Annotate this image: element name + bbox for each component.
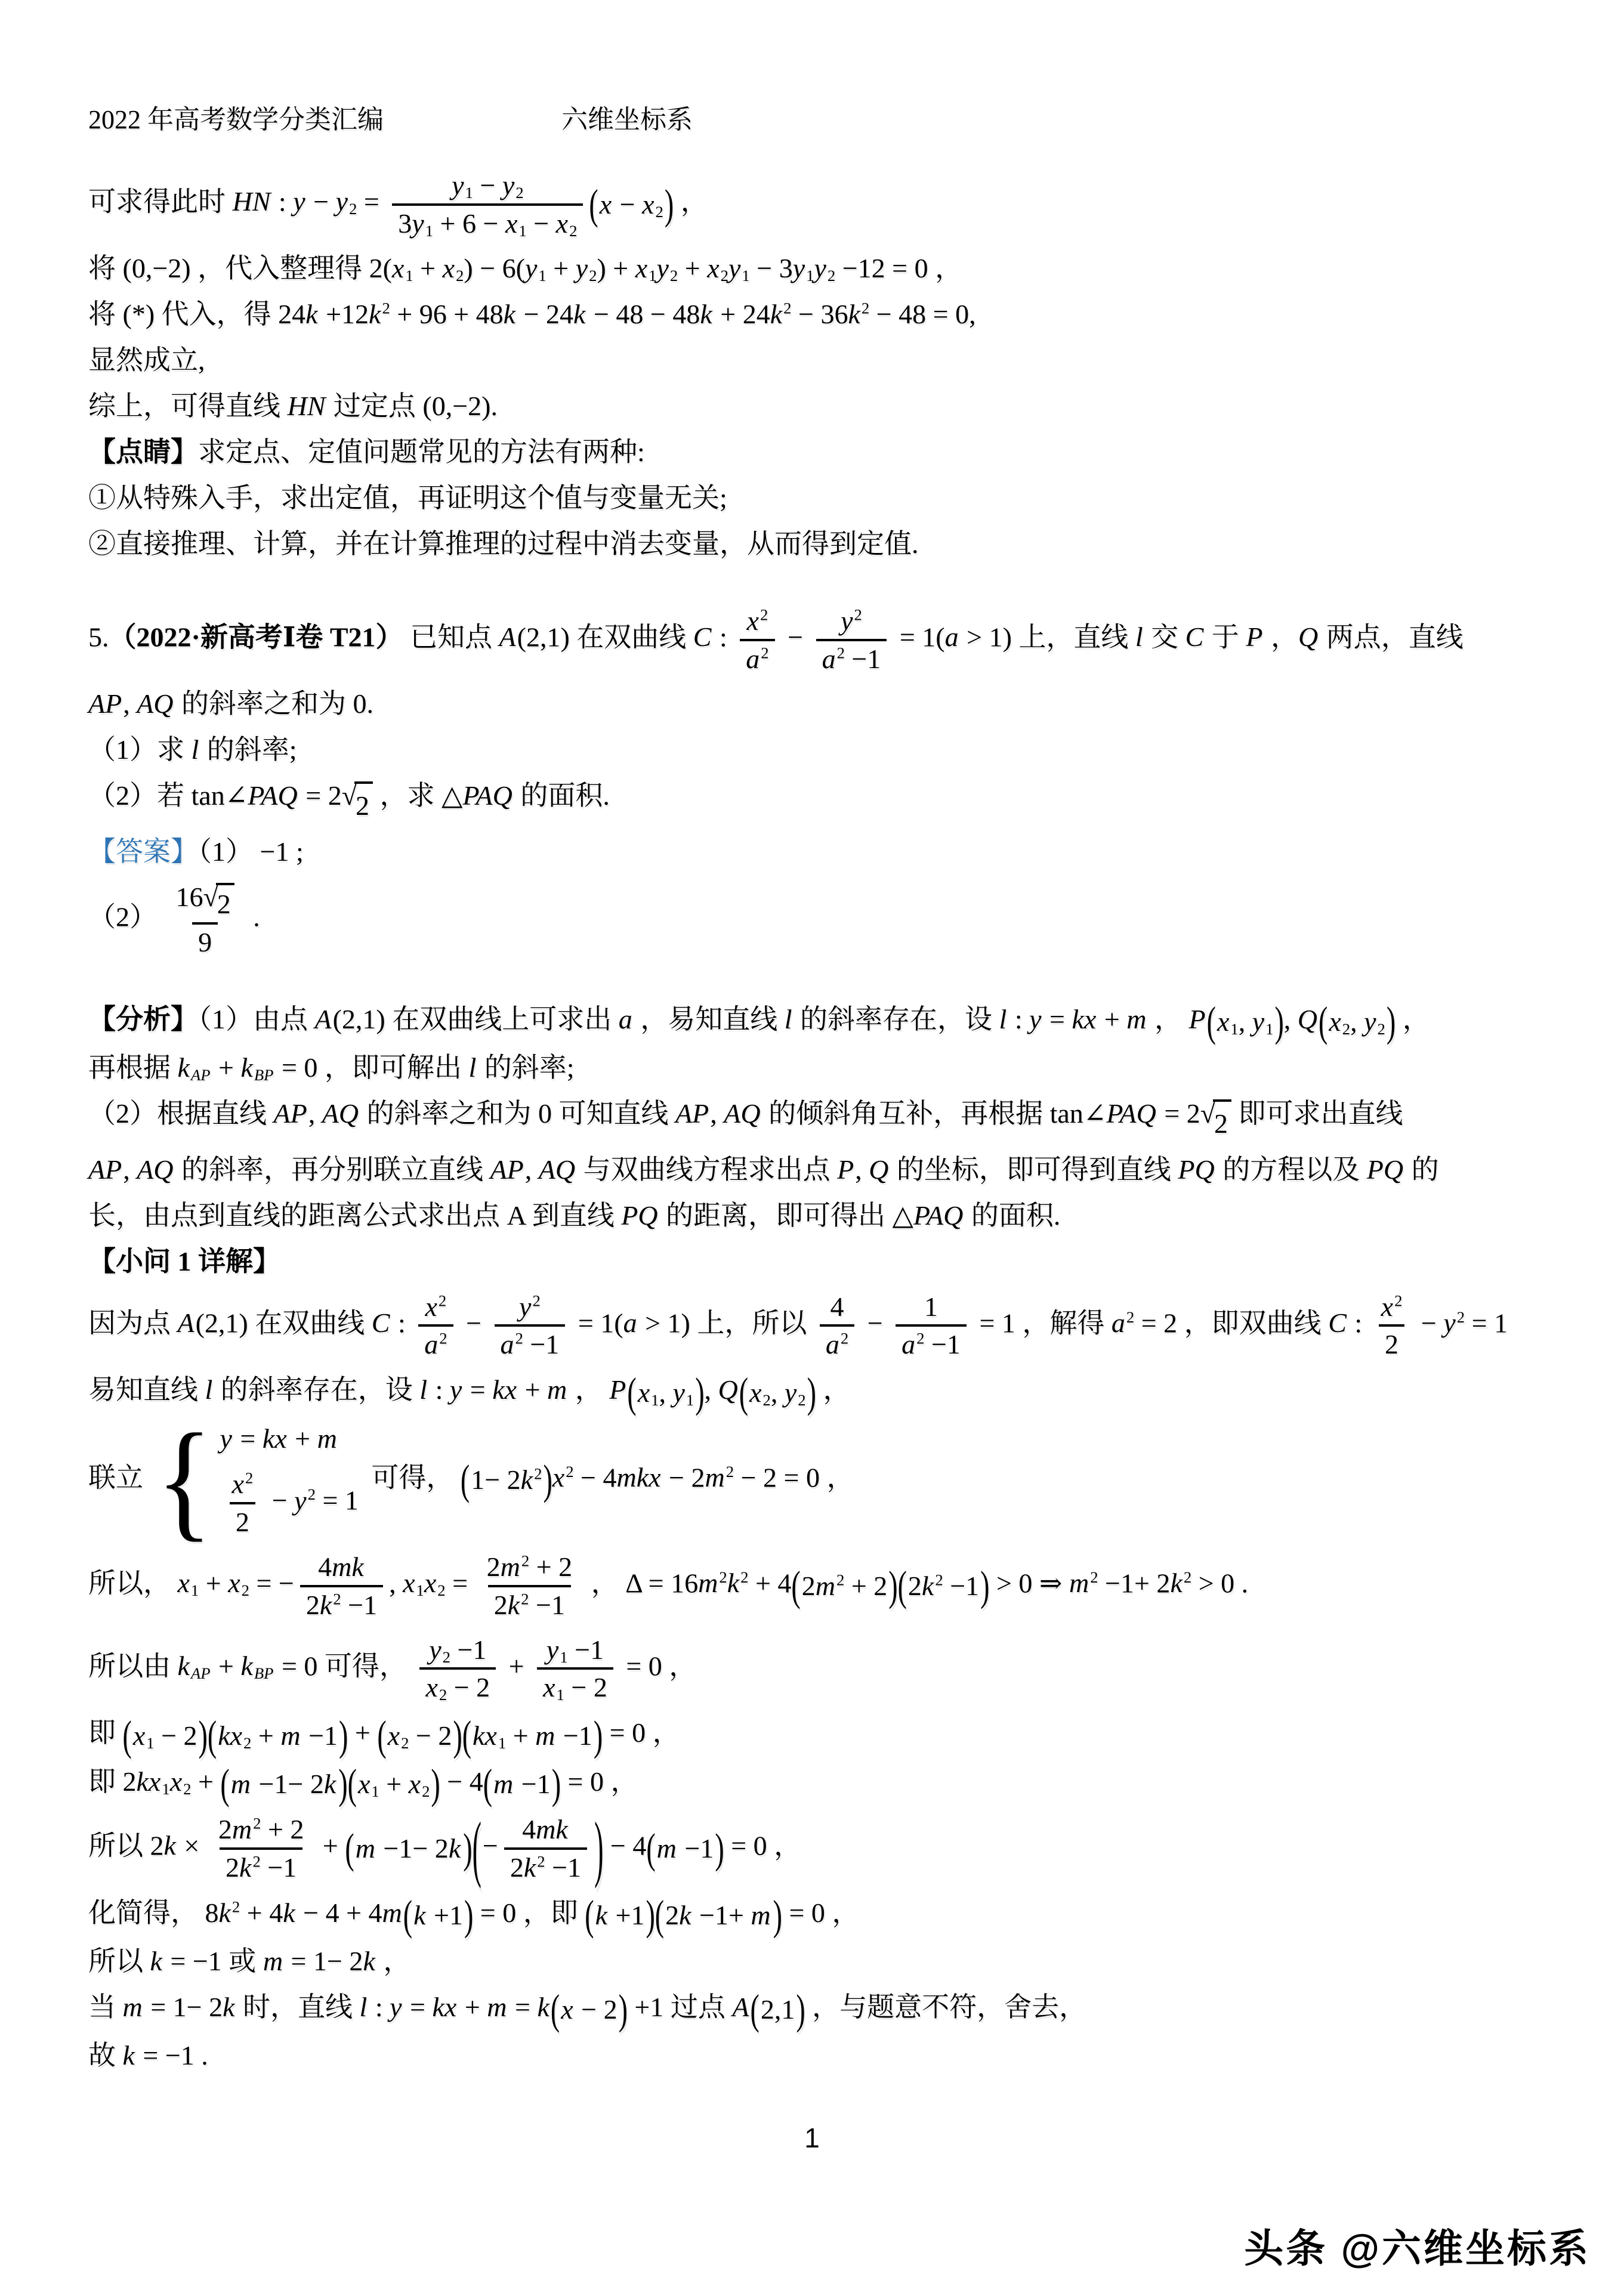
blank-1: [88, 569, 1535, 597]
line-k-or-m: 所以 k = −1 或 m = 1− 2k ，: [88, 1945, 411, 1976]
line-expand-1: 即 ( x1 − 2 ) ( kx2 + m −1 ) + ( x2 − 2 ) ( kx1 + m −1 ) = 0 ，: [88, 1711, 680, 1759]
line-analysis-2: 再根据 kAP + kBP = 0 ，即可解出 l 的斜率;: [88, 1052, 575, 1084]
page-footer: [0, 2122, 1624, 2154]
page-header: [88, 100, 1535, 140]
line-substitute-vieta: 所以 2k × $\frac{2m^2 + 2}{2k^2 -1}$ + ( m −1− 2k ) ( − $\frac{4mk}{2k^2 -1}$ ) − 4 ( m −1 ) = 0 ，: [88, 1806, 802, 1889]
line-conclusion-hn: 综上，可得直线 HN 过定点 (0,−2).: [88, 391, 498, 422]
line-simultaneous-system: 联立 { y = kx + m $\frac{x^2}{2}$ − $y^2 = 1$ 可得， ( $1- 2k^2$ ) $x^2 - 4mkx - 2m^2 - 2 = 0$ ，: [88, 1407, 854, 1553]
line-analysis-3: （2）根据直线 AP, AQ 的斜率之和为 0 可知直线 AP, AQ 的倾斜角互补，再根据 tan∠PAQ = 2 √ 2 即可求出直线: [88, 1093, 1535, 1145]
line-problem-5-wrap: AP, AQ 的斜率之和为 0.: [88, 688, 374, 719]
line-vieta: 所以， x1 + x2 = − $\frac{4mk}{2k^2 -1}$ , x1x2 = $\frac{2m^2 + 2}{2k^2 -1}$ ， $\Delta = 16m^2k^2 + 4$ ( $2m^2 + 2$ ) ( $2k^2 -1$ ) > 0 ⇒ $m^2 -1+ 2k^2 > 0$ .: [88, 1547, 1535, 1626]
line-dianjing-note: 【点睛】求定点、定值问题常见的方法有两种:: [88, 437, 645, 468]
header-right-title: 六维坐标系: [561, 105, 693, 134]
line-answer-2: （2） 16 √ 2 9 .: [88, 877, 1535, 963]
line-analysis-4: AP, AQ 的斜率，再分别联立直线 AP, AQ 与双曲线方程求出点 P, Q 的坐标，即可得到直线 PQ 的方程以及 PQ 的: [88, 1154, 1439, 1185]
line-substitute-star: 将 (*) 代入，得 $24k +12k^2 + 96 + 48k - 24k - 48 - 48k + 24k^2 - 36k^2 - 48 = 0$,: [88, 299, 976, 330]
line-reject-m: 当 m = 1− 2k 时，直线 l : y = kx + m = k ( x − 2 ) +1 过点 A ( 2,1 ) ，与题意不符，舍去，: [88, 1986, 1087, 2034]
line-substitute-point: 将 (0,−2) ，代入整理得 2(x1 + x2) − 6(y1 + y2) + x1y2 + x2y1 − 3y1y2 −12 = 0 ，: [88, 253, 963, 285]
line-expand-2: 即 2kx1x2 + ( m −1− 2k ) ( x1 + x2 ) − 4 ( m −1 ) = 0 ，: [88, 1760, 638, 1807]
header-left-title: 2022 年高考数学分类汇编: [88, 105, 384, 134]
line-simplify: 化简得， $8k^2 + 4k - 4 + 4m$ ( k +1 ) = 0 ，即 ( k +1 ) ( 2k −1+ m ) = 0 ，: [88, 1891, 860, 1939]
line-slope-sum-zero: 所以由 kAP + kBP = 0 可得， $\frac{y2 -1}{x2 - 2}$ + $\frac{y1 -1}{x1 - 2}$ = 0 ，: [88, 1630, 1535, 1708]
line-method-2: ②直接推理、计算，并在计算推理的过程中消去变量，从而得到定值.: [88, 528, 919, 559]
line-setup-line-l: 易知直线 l 的斜率存在，设 l : y = kx + m ， P ( x1, y1 ) , Q ( x2, y2 ) ，: [88, 1368, 851, 1416]
page-number: 1: [804, 2122, 820, 2153]
line-method-1: ①从特殊入手，求出定值，再证明这个值与变量无关;: [88, 483, 727, 513]
watermark: 头条 @六维坐标系: [1244, 2226, 1591, 2270]
blank-2: [88, 967, 1535, 994]
line-final-k: 故 k = −1 .: [88, 2040, 208, 2071]
line-question-2: （2）若 tan∠PAQ = 2 √ 2 ，求 △PAQ 的面积.: [88, 775, 1535, 827]
line-detail-1-label: 【小问 1 详解】: [88, 1246, 280, 1277]
line-solve-a: 因为点 A(2,1) 在双曲线 C : $\frac{x^2}{a^2}$ − $\frac{y^2}{a^2 -1}$ = 1(a > 1) 上，所以 $\frac{4}{a^2}$ − $\frac{1}{a^2 -1}$ = 1 ，解得 $a^2 = 2$ ，即双曲线 C : $\frac{x^2}{2}$ − $y^2 = 1$: [88, 1287, 1535, 1365]
document-body: [88, 165, 1535, 2076]
line-answer-1: 【答案】（1） −1 ;: [88, 836, 304, 867]
line-question-1: （1）求 l 的斜率;: [88, 734, 297, 765]
line-obviously-holds: 显然成立,: [88, 345, 205, 376]
line-analysis-5: 长，由点到直线的距离公式求出点 A 到直线 PQ 的距离，即可得出 △PAQ 的面积.: [88, 1200, 1061, 1231]
line-problem-5: 5.（2022·新高考Ⅰ卷 T21） 已知点 A(2,1) 在双曲线 C : $\frac{x^2}{a^2}$ − $\frac{y^2}{a^2 -1}$ = 1(a > 1) 上，直线 l 交 C 于 P ，Q 两点，直线: [88, 601, 1535, 679]
line-analysis-1: 【分析】（1）由点 A(2,1) 在双曲线上可求出 a ，易知直线 l 的斜率存在，设 l : y = kx + m ， P ( x1, y1 ) , Q ( x2, y2 ) ，: [88, 997, 1430, 1045]
line-hn-equation: 可求得此时 HN : y − y2 = $\frac{y1 - y2}{3y1 + 6 - x1 - x2}$ ( x − x2 ) ，: [88, 165, 1535, 244]
